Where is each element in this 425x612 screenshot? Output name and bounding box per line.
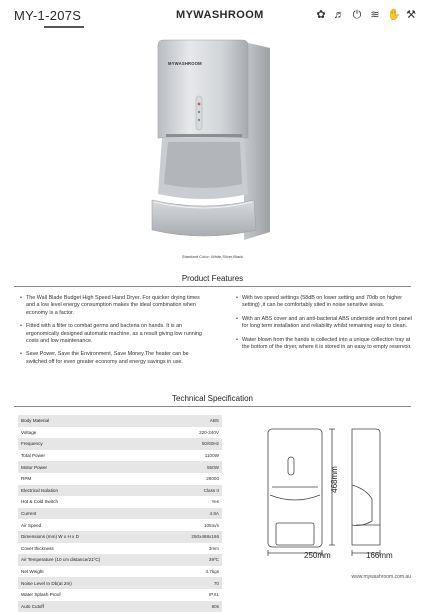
spec-label: Dimensions (mm) W x H x D xyxy=(18,531,164,543)
standard-color-note: Standard Color: White,Silver,Black xyxy=(0,254,425,259)
table-row xyxy=(18,508,222,520)
table-row xyxy=(18,554,222,566)
feature-icons xyxy=(315,9,417,21)
spec-value: 26000 xyxy=(164,473,222,485)
spec-value: 105m/s xyxy=(164,519,222,531)
spec-label: Water Splash Proof xyxy=(18,589,164,601)
spec-value: Class II xyxy=(164,485,222,497)
table-row xyxy=(18,450,222,462)
spec-value: 50/60Hz xyxy=(164,438,222,450)
spec-label: Electrical Isolation xyxy=(18,485,164,497)
spec-value: Yes xyxy=(164,496,222,508)
spec-title: Technical Specification xyxy=(0,394,425,403)
dimension-line-drawing xyxy=(248,425,413,570)
spec-label: Air Speed xyxy=(18,519,164,531)
table-row xyxy=(18,485,222,497)
table-row xyxy=(18,566,222,578)
table-row xyxy=(18,438,222,450)
table-row xyxy=(18,427,222,439)
spec-value: 220-240V xyxy=(164,427,222,439)
spec-label: Voltage xyxy=(18,427,164,439)
spec-value: ABS xyxy=(164,415,222,427)
wifi-icon: ≋ xyxy=(369,9,381,21)
spec-value: 70 xyxy=(164,577,222,589)
table-row xyxy=(18,473,222,485)
spec-value: 39ºC xyxy=(164,554,222,566)
features-right-column xyxy=(236,295,416,357)
table-row xyxy=(18,531,222,543)
table-row xyxy=(18,577,222,589)
spec-label: Hot & Cold Switch xyxy=(18,496,164,508)
height-dimension-label: 468mm xyxy=(330,466,339,493)
features-left-column xyxy=(20,295,208,372)
dryer-brand-label: MYWASHROOM xyxy=(168,61,202,66)
feature-item: • Fitted with a filter to combat germs and bacteria on hands. It is an ergonomically designed automatic machine, as a result giving low running costs and low maintenance. xyxy=(20,323,208,345)
spec-label: Net Weight xyxy=(18,566,164,578)
power-icon: ⏻ xyxy=(351,9,363,21)
table-row xyxy=(18,543,222,555)
feature-item: • The Wall Blade Budget High Speed Hand Dryer. For quicker drying times and a low level energy consumption makes the ideal combination when economy is a factor. xyxy=(20,295,208,317)
spec-label: Motor Power xyxy=(18,461,164,473)
features-divider xyxy=(14,286,411,287)
spec-label: Body Material xyxy=(18,415,164,427)
spec-label: Current xyxy=(18,508,164,520)
hammer-icon: ⚒ xyxy=(405,9,417,21)
table-row xyxy=(18,519,222,531)
spec-value: 3.7kgs xyxy=(164,566,222,578)
table-row xyxy=(18,415,222,427)
width-dimension-label: 250mm xyxy=(304,551,331,560)
spec-label: Noise Level In Db(at 2m) xyxy=(18,577,164,589)
table-row xyxy=(18,496,222,508)
dimension-drawing xyxy=(248,425,413,570)
spec-value: 250x468x166 xyxy=(164,531,222,543)
brand-name: MYWASHROOM xyxy=(176,9,264,21)
spec-label: RPM xyxy=(18,473,164,485)
spec-value: 1100W xyxy=(164,450,222,462)
spec-label: Air Temperature (10 cm distance/21ºC) xyxy=(18,554,164,566)
spec-divider xyxy=(14,406,411,407)
hand-dryer-image xyxy=(144,34,280,246)
spec-value: IPX1 xyxy=(164,589,222,601)
eco-icon: ✿ xyxy=(315,9,327,21)
depth-dimension-label: 166mm xyxy=(366,551,393,560)
features-title: Product Features xyxy=(0,274,425,283)
spec-value: 3mm xyxy=(164,543,222,555)
hand-icon: ✋ xyxy=(387,9,399,21)
table-row xyxy=(18,589,222,601)
model-number: MY-1-207S xyxy=(14,8,81,23)
table-row xyxy=(18,601,222,612)
spec-label: Auto Cutoff xyxy=(18,601,164,612)
feature-item: • Water blown from the hands is collected into a unique collection tray at the bottom of the dryer, where it is stored in an easy to empty reservoir. xyxy=(236,337,416,352)
spec-label: Total Power xyxy=(18,450,164,462)
spec-value: 4.8A xyxy=(164,508,222,520)
feature-item: • With an ABS cover and an anti-bacterial ABS underside and front panel for long term installation and reliability whilst remaining easy to clean. xyxy=(236,316,416,331)
spec-value: 60s xyxy=(164,601,222,612)
table-row xyxy=(18,461,222,473)
spec-label: Cover thickness xyxy=(18,543,164,555)
feature-item: • With two speed settings (58dB on lower setting and 70db on higher setting) ,it can be comfortably sited in noise sensitive areas. xyxy=(236,295,416,310)
model-underline xyxy=(44,26,84,28)
spec-value: 550W xyxy=(164,461,222,473)
spec-table xyxy=(18,415,222,612)
volume-icon: ♬ xyxy=(333,9,345,21)
feature-item: • Save Power, Save the Environment, Save Money.The heater can be switched off for even greater economy and energy savings in use. xyxy=(20,351,208,366)
hand-dryer-illustration xyxy=(144,34,280,246)
footer-url: www.mywashroom.com.au xyxy=(352,574,411,580)
spec-label: Frequency xyxy=(18,438,164,450)
